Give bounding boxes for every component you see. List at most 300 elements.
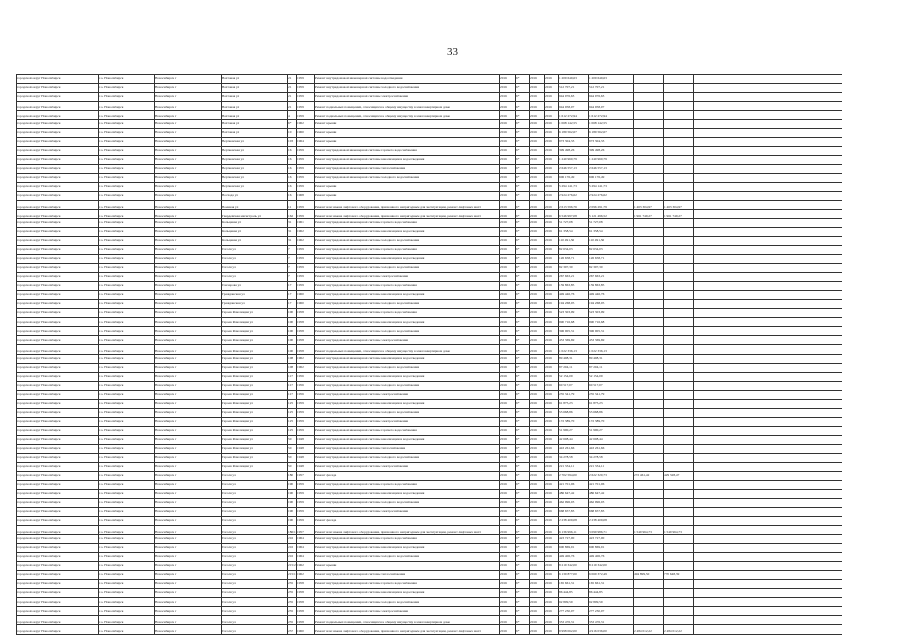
table-cell-col-3: Новосибирск г (155, 248, 177, 252)
table-cell-col-1: городской округ Новосибирск (17, 392, 61, 396)
table-cell-col-13: 449 446,76 (589, 293, 605, 297)
table-cell-col-5: 10 (288, 130, 292, 134)
table-cell-col-8: 2016 (500, 609, 507, 613)
table-cell-col-12: 353 476,31 (559, 621, 575, 625)
table-cell-col-6: 1959 (297, 519, 304, 523)
table-cell-col-13: 267 663,21 (589, 275, 605, 279)
table-cell-col-10: 2016 (530, 302, 537, 306)
table-cell-col-10: 2016 (530, 446, 537, 450)
table-cell-col-13: 51 990,27 (589, 428, 603, 432)
table-cell-col-4: Вертковская ул (222, 185, 244, 189)
table-cell-col-12: 453 369,69 (559, 338, 575, 342)
table-cell-col-3: Новосибирск г (155, 311, 177, 315)
table-cell-col-3: Новосибирск г (155, 194, 177, 198)
table-cell-col-8: 2016 (500, 248, 507, 252)
table-cell-col-9: 6* (516, 510, 520, 514)
table-cell-col-12: 396 905,31 (559, 329, 575, 333)
table-cell-col-4: Гоголя ул (222, 555, 236, 559)
table-cell-col-8: 2016 (500, 148, 507, 152)
table-cell-col-11: 2016 (545, 329, 552, 333)
table-cell-col-6: 1962 (297, 365, 304, 369)
table-cell-col-9: 6* (516, 591, 520, 595)
table-cell-col-4: Героев Революции ул (222, 329, 253, 333)
table-cell-col-7: Ремонт внутридомовой инженерной системы горячего водоснабжения (315, 311, 417, 315)
table-cell-col-4: Героев Революции ул (222, 350, 253, 354)
table-cell-col-7: Ремонт внутридомовой инженерной системы холодного водоснабжения (315, 266, 420, 270)
table-cell-col-8: 2016 (500, 383, 507, 387)
table-cell-col-11: 2016 (545, 85, 552, 89)
table-cell-col-5: 100 (288, 329, 294, 333)
table-cell-col-12: 423 727,00 (559, 537, 575, 541)
table-cell-col-6: 1958 (297, 582, 304, 586)
table-cell-col-5: 17 (288, 284, 292, 288)
table-cell-col-12: 668 657,83 (559, 510, 575, 514)
table-cell-col-4: Героев Революции ул (222, 428, 253, 432)
table-cell-col-7: Ремонт или замена лифтового оборудования, признанного непригодным для эксплуатации, ремонт лифтовых шахт (315, 214, 481, 218)
table-cell-col-12: 512 707,21 (559, 85, 575, 89)
table-cell-col-4: Гоголя ул (222, 573, 236, 577)
table-cell-col-12: 2 613 596,76 (559, 205, 577, 209)
table-cell-col-13: 486 647,42 (589, 492, 605, 496)
table-cell-col-10: 2016 (530, 630, 537, 634)
table-cell-col-7: Ремонт внутридомовой инженерной системы канализации и водоотведения (315, 320, 425, 324)
table-cell-col-3: Новосибирск г (155, 401, 177, 405)
table-cell-col-8: 2016 (500, 176, 507, 179)
table-cell-col-1: городской округ Новосибирск (17, 609, 61, 613)
table-cell-col-1: городской округ Новосибирск (17, 338, 61, 342)
table-cell-col-15: 1 961 749,27 (664, 214, 682, 218)
table-cell-col-5: 100 (288, 320, 294, 324)
table-cell-col-10: 2016 (530, 483, 537, 487)
table-cell-col-10: 2016 (530, 437, 537, 441)
table-cell-col-7: Ремонт внутридомовой инженерной системы холодного водоснабжения (315, 365, 420, 369)
table-cell-col-12: 523 303,99 (559, 311, 575, 315)
table-cell-col-4: Вертковская ул (222, 139, 244, 143)
table-cell-col-3: Новосибирск г (155, 185, 177, 189)
table-cell-col-11: 2016 (545, 257, 552, 261)
table-cell-col-11: 2016 (545, 555, 552, 559)
table-cell-col-6: 1956 (297, 383, 304, 387)
table-cell-col-1: городской округ Новосибирск (17, 374, 61, 378)
table-cell-col-15: 770 648,39 (664, 573, 680, 577)
table-cell-col-12: 6 189 562,67 (559, 130, 577, 134)
table-cell-col-2: г.о. Новосибирск (99, 573, 124, 577)
table-cell-col-15: 1 549 964,73 (664, 530, 682, 534)
table-cell-col-13: 165 661,31 (589, 582, 605, 586)
table-cell-col-12: 6 136 996,11 (559, 530, 577, 534)
table-cell-col-8: 2016 (500, 510, 507, 514)
table-cell-col-11: 2016 (545, 230, 552, 234)
table-cell-col-4: Героев Революции ул (222, 356, 253, 360)
column-divider (693, 74, 694, 634)
table-cell-col-10: 2016 (530, 374, 537, 378)
table-cell-col-2: г.о. Новосибирск (99, 166, 124, 170)
table-cell-col-8: 2016 (500, 94, 507, 98)
table-cell-col-3: Новосибирск г (155, 257, 177, 261)
table-cell-col-1: городской округ Новосибирск (17, 194, 61, 198)
table-cell-col-7: Ремонт внутридомовой инженерной системы холодного водоснабжения (315, 176, 420, 179)
table-cell-col-3: Новосибирск г (155, 284, 177, 288)
table-cell-col-13: 126 658,71 (589, 257, 605, 261)
table-cell-col-2: г.о. Новосибирск (99, 121, 124, 125)
table-cell-col-10: 2016 (530, 401, 537, 405)
table-cell-col-7: Ремонт внутридомовой инженерной системы холодного водоснабжения (315, 239, 420, 243)
table-cell-col-9: 6* (516, 284, 520, 288)
table-cell-col-7: Ремонт крыши (315, 564, 337, 568)
table-cell-col-11: 2016 (545, 419, 552, 423)
table-cell-col-4: Гоголя ул (222, 474, 236, 478)
table-cell-col-14: 1 549 964,73 (634, 530, 652, 534)
table-cell-col-10: 2016 (530, 284, 537, 288)
table-cell-col-13: 89 498,31 (589, 356, 603, 360)
table-cell-col-9: 6* (516, 320, 520, 324)
table-cell-col-11: 2016 (545, 401, 552, 405)
table-cell-col-6: 1957 (297, 530, 304, 534)
table-cell-col-5: 16 (288, 148, 292, 152)
table-cell-col-9: 6* (516, 374, 520, 378)
table-cell-col-1: городской округ Новосибирск (17, 221, 61, 225)
table-cell-col-4: Вахтовая ул (222, 76, 240, 80)
table-cell-col-8: 2016 (500, 302, 507, 306)
table-cell-col-5: 7 (288, 275, 290, 279)
table-cell-col-5: 235 (288, 600, 294, 604)
table-cell-col-11: 2016 (545, 275, 552, 279)
table-cell-col-9: 6* (516, 419, 520, 423)
table-cell-col-1: городской округ Новосибирск (17, 293, 61, 297)
table-top-border (16, 74, 842, 75)
table-cell-col-4: Гоголя ул (222, 266, 236, 270)
table-cell-col-6: 1959 (297, 284, 304, 288)
table-cell-col-2: г.о. Новосибирск (99, 510, 124, 514)
table-cell-col-2: г.о. Новосибирск (99, 239, 124, 243)
table-cell-col-12: 82 397,30 (559, 266, 573, 270)
table-cell-col-11: 2016 (545, 483, 552, 487)
table-cell-col-1: городской округ Новосибирск (17, 139, 61, 143)
table-cell-col-5: 50 (288, 437, 292, 441)
table-cell-col-5: 100 (288, 311, 294, 315)
table-cell-col-3: Новосибирск г (155, 456, 177, 459)
table-cell-col-11: 2016 (545, 546, 552, 550)
table-cell-col-8: 2016 (500, 600, 507, 604)
table-cell-col-6: 1968 (297, 194, 304, 198)
table-cell-col-4: Героев Революции ул (222, 392, 253, 396)
table-cell-col-7: Ремонт внутридомовой инженерной системы канализации и водоотведения (315, 437, 425, 441)
table-cell-col-2: г.о. Новосибирск (99, 519, 124, 523)
table-cell-col-1: городской округ Новосибирск (17, 356, 61, 360)
table-cell-col-5: 235 (288, 621, 294, 625)
table-cell-col-3: Новосибирск г (155, 419, 177, 423)
table-cell-col-4: Вахтовая ул (222, 94, 240, 98)
table-cell-col-9: 6* (516, 474, 520, 478)
table-cell-col-8: 2016 (500, 221, 507, 225)
table-cell-col-7: Ремонт внутридомовой инженерной системы канализации и водоотведения (315, 546, 425, 550)
table-cell-col-6: 1959 (297, 401, 304, 405)
table-cell-col-10: 2016 (530, 510, 537, 514)
table-cell-col-8: 2016 (500, 76, 507, 80)
table-cell-col-6: 1962 (297, 230, 304, 234)
table-cell-col-1: городской округ Новосибирск (17, 166, 61, 170)
table-cell-col-1: городской округ Новосибирск (17, 465, 61, 469)
table-cell-col-6: 1959 (297, 106, 304, 110)
table-cell-col-1: городской округ Новосибирск (17, 76, 61, 80)
table-cell-col-2: г.о. Новосибирск (99, 275, 124, 279)
table-cell-col-3: Новосибирск г (155, 392, 177, 396)
table-cell-col-9: 6* (516, 148, 520, 152)
table-cell-col-11: 2016 (545, 621, 552, 625)
table-cell-col-6: 1959 (297, 94, 304, 98)
table-cell-col-13: 159 863,85 (589, 284, 605, 288)
table-cell-col-4: Гоголя ул (222, 501, 236, 505)
table-cell-col-12: 6 139 877,00 (559, 573, 577, 577)
table-cell-col-6: 1959 (297, 410, 304, 414)
table-cell-col-5: 162 (288, 214, 294, 218)
table-cell-col-5: 235 (288, 609, 294, 613)
table-cell-col-8: 2016 (500, 582, 507, 586)
table-cell-col-7: Ремонт внутридомовой инженерной системы холодного водоснабжения (315, 501, 420, 505)
table-cell-col-11: 2016 (545, 474, 552, 478)
table-cell-col-7: Ремонт внутридомовой инженерной системы холодного водоснабжения (315, 383, 420, 387)
table-cell-col-9: 6* (516, 248, 520, 252)
table-cell-col-6: 1960 (297, 302, 304, 306)
table-cell-col-5: 215/2 (288, 564, 296, 568)
table-cell-col-7: Ремонт внутридомовой инженерной системы горячего водоснабжения (315, 582, 417, 586)
table-cell-col-2: г.о. Новосибирск (99, 329, 124, 333)
table-cell-col-7: Ремонт внутридомовой инженерной системы холодного водоснабжения (315, 302, 420, 306)
table-cell-col-13: 52 154,09 (589, 374, 603, 378)
table-cell-col-3: Новосибирск г (155, 519, 177, 523)
table-cell-col-4: Гоголя ул (222, 275, 236, 279)
table-cell-col-7: Ремонт внутридомовой инженерной системы горячего водоснабжения (315, 428, 417, 432)
table-cell-col-10: 2016 (530, 148, 537, 152)
table-cell-col-2: г.о. Новосибирск (99, 483, 124, 487)
column-divider (221, 74, 222, 634)
table-cell-col-13: 53 668,86 (589, 410, 603, 414)
table-cell-col-7: Ремонт подвальных помещений, относящихся к общему имуществу в многоквартирном доме (315, 350, 450, 354)
table-cell-col-13: 235 341,79 (589, 392, 605, 396)
table-cell-col-5: 190 (288, 492, 294, 496)
table-cell-col-9: 6* (516, 329, 520, 333)
table-cell-col-10: 2016 (530, 166, 537, 170)
table-cell-col-1: городской округ Новосибирск (17, 248, 61, 252)
table-cell-col-7: Ремонт внутридомовой инженерной системы холодного водоснабжения (315, 410, 420, 414)
table-cell-col-13: 6 069 372,49 (589, 573, 607, 577)
table-cell-col-11: 2016 (545, 176, 552, 179)
table-cell-col-13: 399 498,26 (589, 148, 605, 152)
table-cell-col-3: Новосибирск г (155, 600, 177, 604)
table-cell-col-4: Гоголя ул (222, 621, 236, 625)
table-cell-col-9: 6* (516, 239, 520, 243)
table-cell-col-8: 2016 (500, 157, 507, 161)
table-cell-col-3: Новосибирск г (155, 176, 177, 179)
table-cell-col-7: Ремонт внутридомовой инженерной системы электроснабжения (315, 465, 408, 469)
table-cell-col-6: 1959 (297, 275, 304, 279)
table-cell-col-2: г.о. Новосибирск (99, 530, 124, 534)
table-cell-col-11: 2016 (545, 338, 552, 342)
table-cell-col-1: городской округ Новосибирск (17, 555, 61, 559)
table-cell-col-2: г.о. Новосибирск (99, 546, 124, 550)
table-cell-col-12: 61 875,23 (559, 401, 573, 405)
table-cell-col-2: г.о. Новосибирск (99, 630, 124, 634)
table-cell-col-2: г.о. Новосибирск (99, 609, 124, 613)
table-cell-col-4: Вертковская ул (222, 148, 244, 152)
table-cell-col-13: 172 389,70 (589, 419, 605, 423)
table-cell-col-9: 6* (516, 302, 520, 306)
table-cell-col-8: 2016 (500, 573, 507, 577)
table-cell-col-4: Гоголя ул (222, 483, 236, 487)
table-cell-col-6: 1956 (297, 392, 304, 396)
table-cell-col-9: 6* (516, 446, 520, 450)
table-cell-col-10: 2016 (530, 115, 537, 119)
table-cell-col-12: 1 022 336,13 (559, 350, 577, 354)
table-cell-col-6: 1959 (297, 115, 304, 119)
table-cell-col-8: 2016 (500, 311, 507, 315)
table-cell-col-8: 2016 (500, 106, 507, 110)
table-cell-col-2: г.о. Новосибирск (99, 185, 124, 189)
table-cell-col-8: 2016 (500, 365, 507, 369)
table-cell-col-12: 1 068 142,55 (559, 121, 577, 125)
table-cell-col-8: 2016 (500, 483, 507, 487)
table-cell-col-10: 2016 (530, 474, 537, 478)
table-cell-col-1: городской округ Новосибирск (17, 302, 61, 306)
table-cell-col-7: Ремонт внутридомовой инженерной системы холодного водоснабжения (315, 555, 420, 559)
table-cell-col-1: городской округ Новосибирск (17, 214, 61, 218)
table-cell-col-11: 2016 (545, 139, 552, 143)
table-cell-col-3: Новосибирск г (155, 437, 177, 441)
table-cell-col-13: 396 905,31 (589, 329, 605, 333)
table-cell-col-1: городской округ Новосибирск (17, 530, 61, 534)
table-cell-col-15: 1 463 304,97 (664, 205, 682, 209)
table-cell-col-12: 110 491,36 (559, 239, 575, 243)
table-cell-col-10: 2016 (530, 257, 537, 261)
table-cell-col-7: Ремонт внутридомовой инженерной системы канализации и водоотведения (315, 356, 425, 360)
table-cell-col-7: Ремонт или замена лифтового оборудования, признанного непригодным для эксплуатации, ремонт лифтовых шахт (315, 630, 481, 634)
table-cell-col-6: 1964 (297, 546, 304, 550)
table-cell-col-10: 2016 (530, 139, 537, 143)
table-cell-col-4: Гоголя ул (222, 630, 236, 634)
table-cell-col-13: 443 261,66 (589, 446, 605, 450)
table-cell-col-2: г.о. Новосибирск (99, 410, 124, 414)
table-cell-col-9: 6* (516, 185, 520, 189)
table-cell-col-3: Новосибирск г (155, 94, 177, 98)
table-cell-col-7: Ремонт фасада (315, 519, 337, 523)
table-cell-col-2: г.о. Новосибирск (99, 428, 124, 432)
table-cell-col-5: 6* (288, 121, 292, 125)
table-cell-col-8: 2016 (500, 501, 507, 505)
table-cell-col-12: 172 389,70 (559, 419, 575, 423)
table-cell-col-11: 2016 (545, 365, 552, 369)
table-cell-col-10: 2016 (530, 356, 537, 360)
table-cell-col-3: Новосибирск г (155, 214, 177, 218)
table-cell-col-12: 2 238 409,08 (559, 519, 577, 523)
column-divider (287, 74, 288, 634)
table-cell-col-7: Ремонт внутридомовой инженерной системы холодного водоснабжения (315, 329, 420, 333)
table-cell-col-5: 216 (288, 546, 294, 550)
table-cell-col-12: 462 996,03 (559, 501, 575, 505)
table-cell-col-5: 100 (288, 338, 294, 342)
table-cell-col-9: 6* (516, 194, 520, 198)
table-cell-col-10: 2016 (530, 311, 537, 315)
table-cell-col-7: Ремонт внутридомовой инженерной системы канализации и водоотведения (315, 492, 425, 496)
table-cell-col-6: 1959 (297, 157, 304, 161)
table-cell-col-13: 4 916 036,00 (589, 630, 607, 634)
table-cell-col-12: 449 446,76 (559, 293, 575, 297)
table-cell-col-8: 2016 (500, 419, 507, 423)
table-cell-col-13: 668 657,83 (589, 510, 605, 514)
table-cell-col-4: Героев Революции ул (222, 374, 253, 378)
table-cell-col-13: 6 189 562,67 (589, 130, 607, 134)
column-divider (296, 74, 297, 634)
table-cell-col-9: 6* (516, 176, 520, 179)
table-cell-col-11: 2016 (545, 239, 552, 243)
table-cell-col-12: 51 727,08 (559, 221, 573, 225)
table-cell-col-1: городской округ Новосибирск (17, 185, 61, 189)
table-cell-col-4: Вертковская ул (222, 166, 244, 170)
table-cell-col-7: Ремонт внутридомовой инженерной системы холодного водоснабжения (315, 85, 420, 89)
table-cell-col-5: 11 (288, 205, 292, 209)
table-cell-col-6: 1958 (297, 311, 304, 315)
table-cell-col-12: 421 701,06 (559, 483, 575, 487)
table-cell-col-3: Новосибирск г (155, 609, 177, 613)
table-cell-col-13: 34 278,58 (589, 456, 603, 459)
table-cell-col-12: 277 230,07 (559, 609, 575, 613)
table-cell-col-8: 2016 (500, 185, 507, 189)
column-divider (515, 74, 516, 634)
table-cell-col-8: 2016 (500, 284, 507, 288)
table-cell-col-9: 6* (516, 85, 520, 89)
table-cell-col-2: г.о. Новосибирск (99, 338, 124, 342)
table-cell-col-10: 2016 (530, 94, 537, 98)
table-cell-col-10: 2016 (530, 519, 537, 523)
table-cell-col-2: г.о. Новосибирск (99, 311, 124, 315)
table-cell-col-3: Новосибирск г (155, 564, 177, 568)
table-cell-col-3: Новосибирск г (155, 121, 177, 125)
table-cell-col-4: Вахтовая ул (222, 115, 240, 119)
table-cell-col-9: 6* (516, 257, 520, 261)
table-cell-col-7: Ремонт внутридомовой инженерной системы водоотведения (315, 76, 403, 80)
table-cell-col-13: 86 444,85 (589, 591, 603, 595)
table-cell-col-13: 61 875,23 (589, 401, 603, 405)
table-cell-col-8: 2016 (500, 374, 507, 378)
column-divider (633, 74, 634, 634)
table-cell-col-12: 61 358,54 (559, 230, 573, 234)
table-cell-col-10: 2016 (530, 501, 537, 505)
table-cell-col-3: Новосибирск г (155, 465, 177, 469)
table-cell-col-6: 1958 (297, 338, 304, 342)
table-cell-col-6: 1959 (297, 148, 304, 152)
table-cell-col-3: Новосибирск г (155, 115, 177, 119)
table-cell-col-13: 606 176,49 (589, 176, 605, 179)
table-cell-col-5: 235 (288, 591, 294, 595)
table-cell-col-2: г.о. Новосибирск (99, 284, 124, 288)
table-cell-col-10: 2016 (530, 465, 537, 469)
table-cell-col-15: 429 328,47 (664, 474, 680, 478)
table-cell-col-13: 3 099 986,71 (589, 530, 607, 534)
table-cell-col-5: 21 (288, 85, 292, 89)
table-cell-col-11: 2016 (545, 573, 552, 577)
table-cell-col-9: 6* (516, 492, 520, 496)
table-cell-col-5: 17 (288, 302, 292, 306)
table-cell-col-2: г.о. Новосибирск (99, 537, 124, 541)
table-cell-col-9: 6* (516, 483, 520, 487)
table-cell-col-11: 2016 (545, 410, 552, 414)
table-cell-col-7: Ремонт внутридомовой инженерной системы канализации и водоотведения (315, 591, 425, 595)
table-cell-col-5: 235 (288, 582, 294, 586)
table-cell-col-4: Гоголя ул (222, 609, 236, 613)
table-cell-col-7: Ремонт внутридомовой инженерной системы теплоснабжения (315, 573, 406, 577)
table-cell-col-13: 449 406,76 (589, 555, 605, 559)
table-cell-col-6: 1959 (297, 214, 304, 218)
table-cell-col-2: г.о. Новосибирск (99, 501, 124, 505)
